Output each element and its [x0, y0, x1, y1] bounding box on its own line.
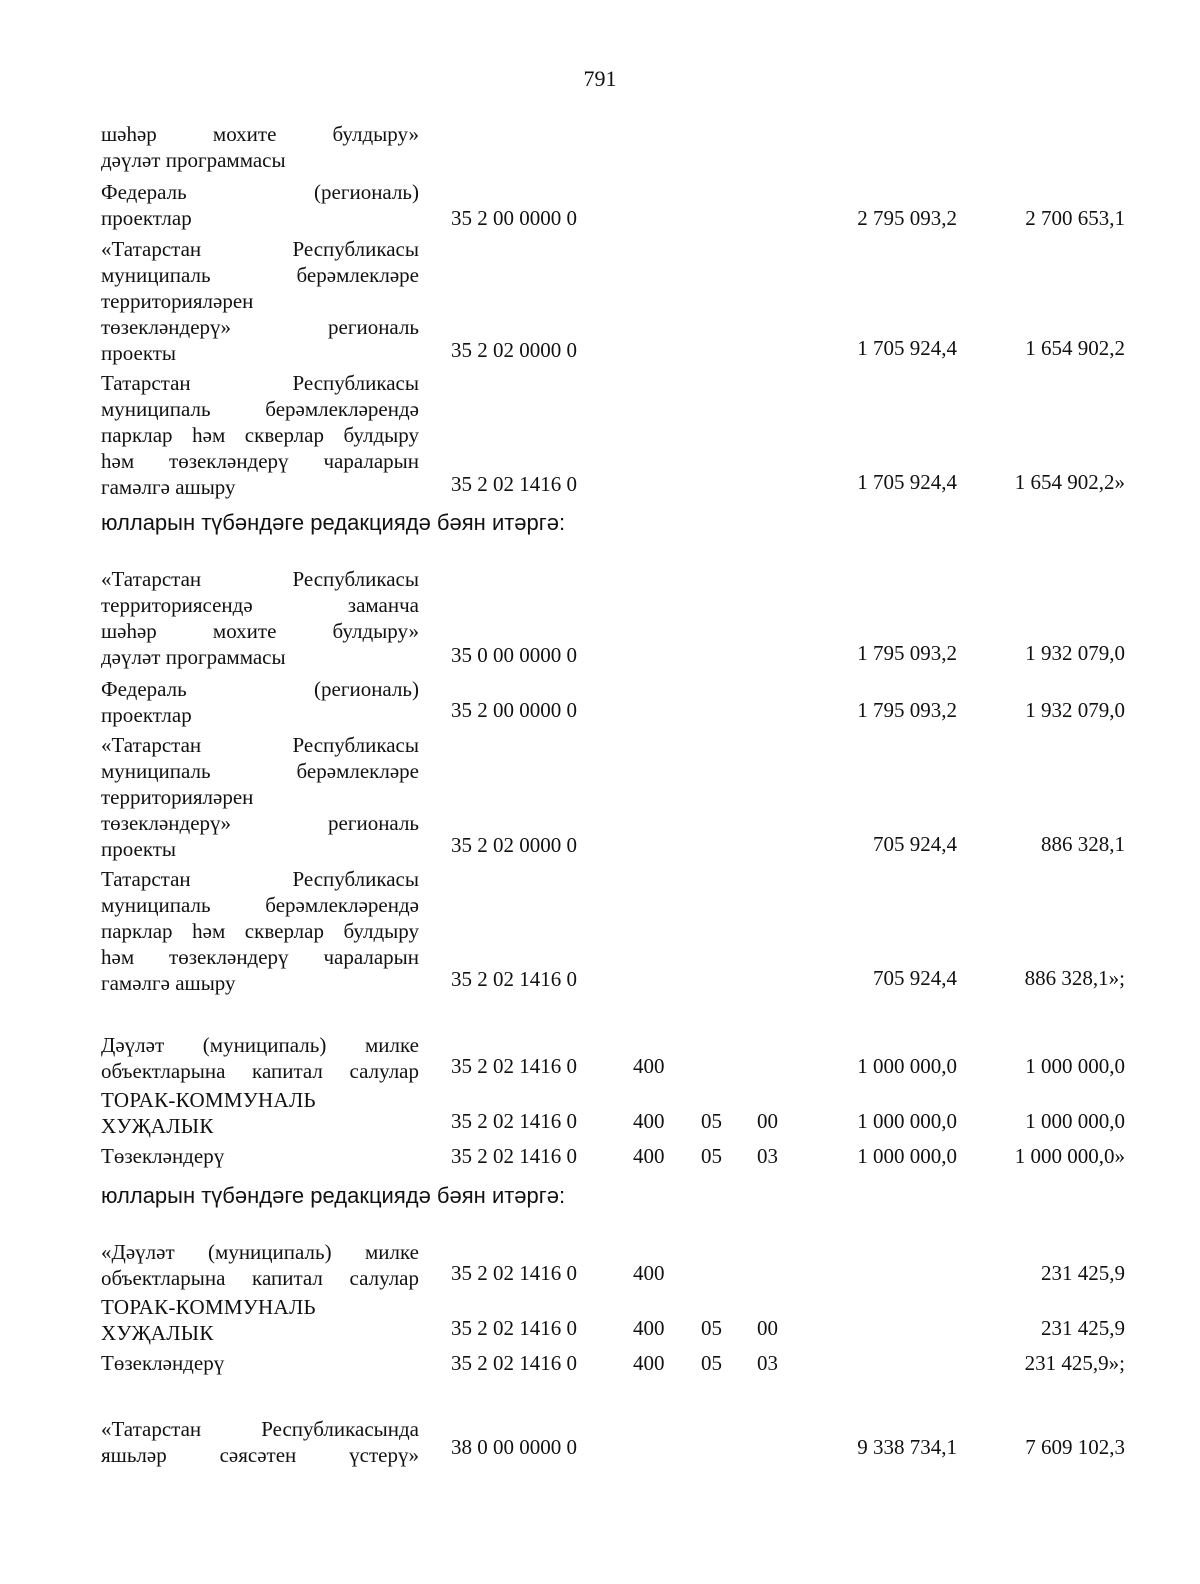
- expense-type: 400: [633, 1144, 665, 1168]
- subsection-code: 03: [757, 1351, 778, 1375]
- amount-year2: 1 000 000,0»: [1014, 1144, 1125, 1168]
- amount-year2: 1 000 000,0: [1025, 1109, 1125, 1133]
- section-code: 05: [701, 1109, 722, 1133]
- amount-year1: 1 795 093,2: [857, 698, 957, 722]
- expense-type: 400: [633, 1316, 665, 1340]
- target-code: 35 2 00 0000 0: [451, 206, 577, 230]
- amount-year1: 2 795 093,2: [857, 206, 957, 230]
- amount-year1: 1 705 924,4: [857, 336, 957, 360]
- row-description: Төзекләндерү: [101, 1351, 225, 1375]
- amount-year2: 886 328,1: [1041, 832, 1125, 856]
- expense-type: 400: [633, 1054, 665, 1078]
- row-description: «Дәүләт (муниципаль) милке объектларына капитал салулар: [101, 1240, 419, 1290]
- target-code: 35 2 02 0000 0: [451, 833, 577, 857]
- target-code: 35 2 02 0000 0: [451, 338, 577, 362]
- expense-type: 400: [633, 1109, 665, 1133]
- row-description: Дәүләт (муниципаль) милке объектларына капитал салулар: [101, 1033, 419, 1083]
- row-description: ТОРАК-КОММУНАЛЬ ХУҖАЛЫК: [101, 1088, 316, 1138]
- target-code: 35 2 02 1416 0: [451, 1109, 577, 1133]
- amount-year1: 705 924,4: [873, 966, 957, 990]
- target-code: 35 2 02 1416 0: [451, 967, 577, 991]
- amount-year1: 1 000 000,0: [857, 1054, 957, 1078]
- amount-year1: 9 338 734,1: [857, 1435, 957, 1459]
- target-code: 35 0 00 0000 0: [451, 643, 577, 667]
- target-code: 38 0 00 0000 0: [451, 1435, 577, 1459]
- instruction-text: юлларын түбәндәге редакциядә бәян итәргә:: [101, 1183, 566, 1208]
- row-description: Татарстан Республикасы муниципаль берәмлекләрендә парклар һәм скверлар булдыру һәм төзекләндерү чараларын гамәлгә ашыру: [101, 867, 419, 995]
- amount-year2: 231 425,9: [1041, 1261, 1125, 1285]
- instruction-text: юлларын түбәндәге редакциядә бәян итәргә:: [101, 510, 566, 535]
- amount-year2: 886 328,1»;: [1024, 966, 1125, 990]
- amount-year2: 231 425,9»;: [1024, 1351, 1125, 1375]
- row-description: «Татарстан Республикасы территориясендә заманча шәһәр мохите булдыру» дәүләт программасы: [101, 567, 419, 669]
- subsection-code: 03: [757, 1144, 778, 1168]
- row-description: «Татарстан Республикасы муниципаль берәмлекләре территорияләрен төзекләндерү» региональ проекты: [101, 237, 419, 365]
- amount-year2: 2 700 653,1: [1025, 206, 1125, 230]
- row-description: Төзекләндерү: [101, 1144, 225, 1168]
- amount-year2: 231 425,9: [1041, 1316, 1125, 1340]
- amount-year1: 1 705 924,4: [857, 470, 957, 494]
- row-description: «Татарстан Республикасы муниципаль берәмлекләре территорияләрен төзекләндерү» региональ проекты: [101, 733, 419, 861]
- target-code: 35 2 00 0000 0: [451, 698, 577, 722]
- target-code: 35 2 02 1416 0: [451, 472, 577, 496]
- page-number: 791: [583, 66, 617, 91]
- target-code: 35 2 02 1416 0: [451, 1351, 577, 1375]
- amount-year2: 1 654 902,2»: [1014, 470, 1125, 494]
- target-code: 35 2 02 1416 0: [451, 1316, 577, 1340]
- amount-year2: 1 000 000,0: [1025, 1054, 1125, 1078]
- expense-type: 400: [633, 1261, 665, 1285]
- row-description: «Татарстан Республикасында яшьләр сәясәтен үстерү»: [101, 1417, 419, 1467]
- row-description: Татарстан Республикасы муниципаль берәмлекләрендә парклар һәм скверлар булдыру һәм төзекләндерү чараларын гамәлгә ашыру: [101, 371, 419, 499]
- amount-year1: 1 000 000,0: [857, 1144, 957, 1168]
- amount-year1: 705 924,4: [873, 832, 957, 856]
- expense-type: 400: [633, 1351, 665, 1375]
- amount-year2: 7 609 102,3: [1025, 1435, 1125, 1459]
- row-description: ТОРАК-КОММУНАЛЬ ХУҖАЛЫК: [101, 1295, 316, 1345]
- subsection-code: 00: [757, 1316, 778, 1340]
- subsection-code: 00: [757, 1109, 778, 1133]
- target-code: 35 2 02 1416 0: [451, 1261, 577, 1285]
- amount-year2: 1 932 079,0: [1025, 641, 1125, 665]
- section-code: 05: [701, 1144, 722, 1168]
- amount-year2: 1 932 079,0: [1025, 698, 1125, 722]
- row-description: Федераль (региональ) проектлар: [101, 180, 419, 230]
- amount-year2: 1 654 902,2: [1025, 336, 1125, 360]
- target-code: 35 2 02 1416 0: [451, 1144, 577, 1168]
- amount-year1: 1 000 000,0: [857, 1109, 957, 1133]
- section-code: 05: [701, 1316, 722, 1340]
- row-description: Федераль (региональ) проектлар: [101, 677, 419, 727]
- target-code: 35 2 02 1416 0: [451, 1054, 577, 1078]
- amount-year1: 1 795 093,2: [857, 641, 957, 665]
- section-code: 05: [701, 1351, 722, 1375]
- row-description: шәһәр мохите булдыру» дәүләт программасы: [101, 122, 419, 172]
